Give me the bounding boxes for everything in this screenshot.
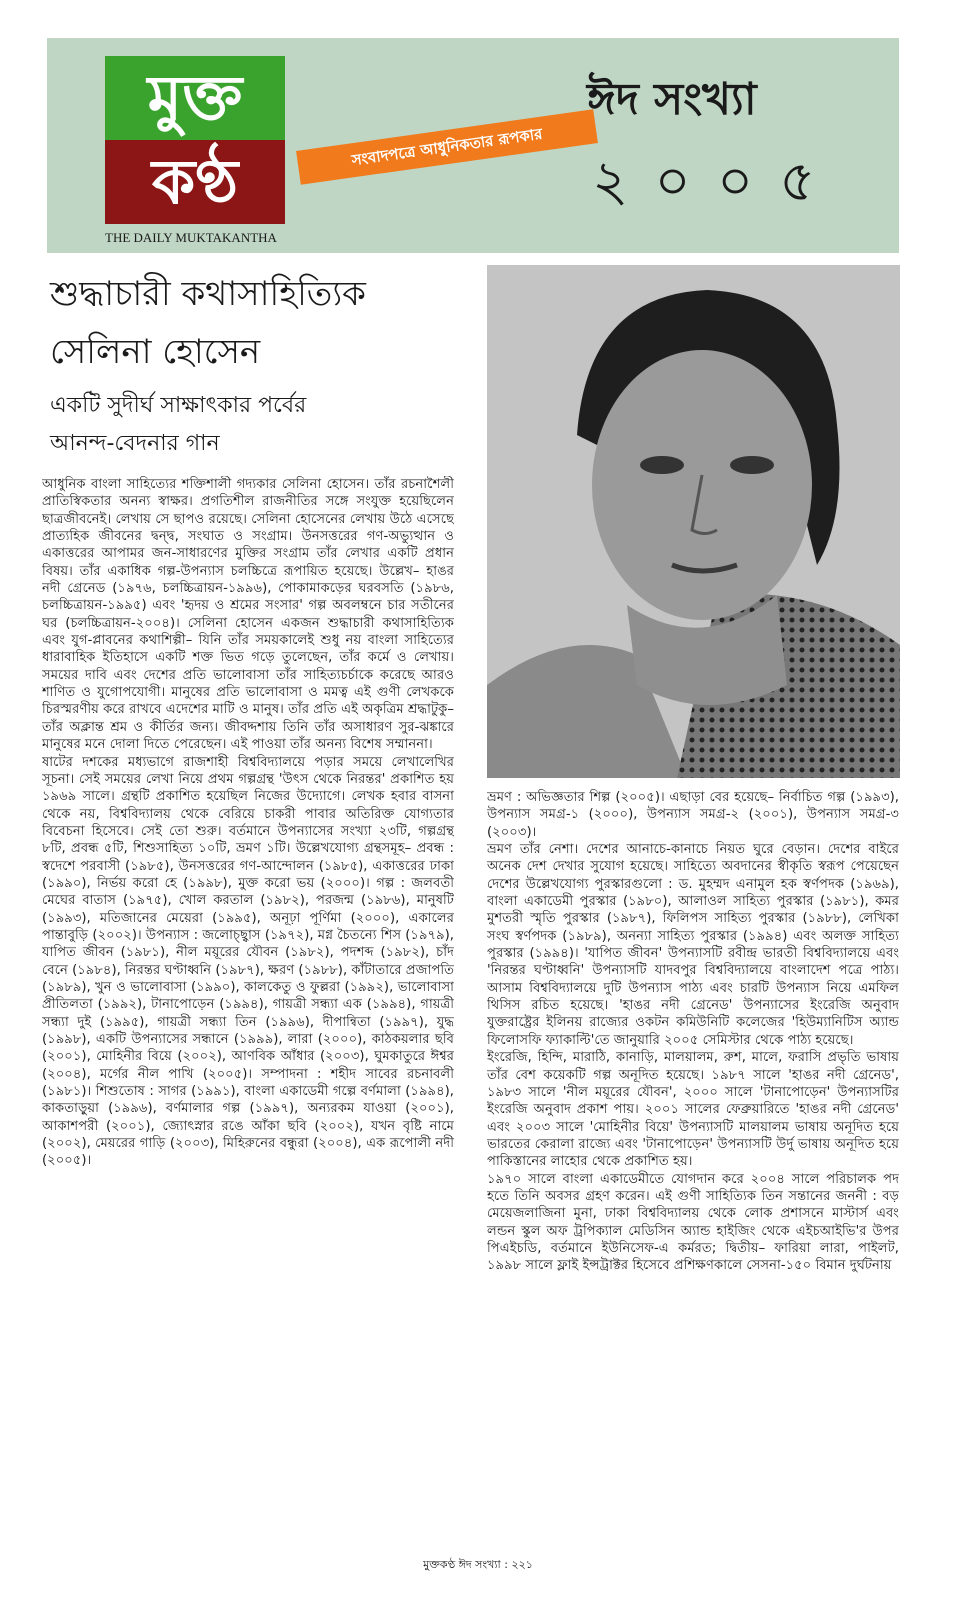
left-column (42, 476, 454, 1518)
newspaper-logo (105, 56, 285, 224)
article-subtitle-line1: একটি সুদীর্ঘ সাক্ষাৎকার পর্বের (50, 393, 307, 418)
issue-title: ঈদ সংখ্যা (587, 74, 757, 125)
page-footer: মুক্তকণ্ঠ ঈদ সংখ্যা : ২২১ (423, 1558, 533, 1571)
author-portrait (487, 265, 900, 778)
logo-top-text: মুক্ত (147, 61, 243, 134)
logo-bottom-text: কণ্ঠ (151, 145, 239, 218)
paragraph: ১৯৭০ সালে বাংলা একাডেমীতে যোগদান করে ২০০৪ সালে পরিচালক পদ হতে তিনি অবসর গ্রহণ করেন। এই গুণী সাহিত্যিক তিন সন্তানের জননী : বড় মেয়েজলাজিনা মুনা, ঢাকা বিশ্ববিদ্যালয় থেকে লোক প্রশাসনে মাস্টার্স এবং লন্ডন স্কুল অফ ট্রপিক্যাল মেডিসিন অ্যান্ড হাইজিং থেকে এইচআইভি'র উপর পিএইচডি, বর্তমানে ইউনিসেফ-এ কর্মরত; দ্বিতীয়– ফারিয়া লারা, পাইলট, ১৯৯৮ সালে ফ্লাই ইন্সট্রাক্টর হিসেবে প্রশিক্ষণকালে সেসনা-১৫০ বিমান দুর্ঘটনায় (487, 1171, 899, 1274)
right-column (487, 789, 899, 1518)
masthead (47, 38, 899, 253)
paragraph: ইংরেজি, হিন্দি, মারাঠি, কানাড়ি, মালয়ালম, রুশ, মালে, ফরাসি প্রভৃতি ভাষায় তাঁর বেশ কয়েকটি গল্প অনূদিত হয়েছে। ১৯৮৭ সালে 'হাঙর নদী গ্রেনেড', ১৯৮৩ সালে 'নীল ময়ূরের যৌবন', ২০০০ সালে 'টানাপোড়েন' উপন্যাসটির ইংরেজি অনুবাদ প্রকাশ পায়। ২০০১ সালের ফেব্রুয়ারিতে 'হাঙর নদী গ্রেনেড' এবং ২০০৩ সালে 'মোহিনীর বিয়ে' উপন্যাসটি মালয়ালম ভাষায় অনূদিত হয়ে ভারতের কেরালা রাজ্যে এবং 'টানাপোড়েন' উপন্যাসটি উর্দু ভাষায় অনূদিত হয়ে পাকিস্তানের লাহোর থেকে প্রকাশিত হয়। (487, 1050, 899, 1170)
paragraph: ভ্রমণ তাঁর নেশা। দেশের আনাচে-কানাচে নিয়ত ঘুরে বেড়ান। দেশের বাইরে অনেক দেশ দেখার সুযোগ হয়েছে। সাহিত্যে অবদানের স্বীকৃতি স্বরূপ পেয়েছেন দেশের উল্লেখযোগ্য পুরস্কারগুলো : ড. মুহম্মদ এনামুল হক স্বর্ণপদক (১৯৬৯), বাংলা একাডেমী পুরস্কার (১৯৮০), আলাওল সাহিত্য পুরস্কার (১৯৮১), কমর মুশতরী স্মৃতি পুরস্কার (১৯৮৭), ফিলিপস সাহিত্য পুরস্কার (১৯৮৮), লেখিকা সংঘ স্বর্ণপদক (১৯৮৯), অনন্যা সাহিত্য পুরস্কার (১৯৯৪) এবং অলক্ত সাহিত্য পুরস্কার (১৯৯৪)। 'যাপিত জীবন' উপন্যাসটি রবীন্দ্র ভারতী বিশ্ববিদ্যালয়ে এবং 'নিরন্তর ঘণ্টাধ্বনি' উপন্যাসটি যাদবপুর বিশ্ববিদ্যালয়ে বাংলাদেশ পত্রে পাঠ্য। আসাম বিশ্ববিদ্যালয়ে দুটি উপন্যাস পাঠ্য এবং চারটি উপন্যাস নিয়ে এমফিল থিসিস রচিত হয়েছে। 'হাঙর নদী গ্রেনেড' উপন্যাসের ইংরেজি অনুবাদ যুক্তরাষ্ট্রের ইলিনয় রাজ্যের ওকটন কমিউনিটি কলেজের 'হিউম্যানিটিস অ্যান্ড ফিলোসফি ফ্যাকাল্টি'তে জানুয়ারি ২০০৫ সেমিস্টার থেকে পাঠ্য হয়েছে। (487, 842, 899, 1048)
issue-year: ২০০৫ (592, 149, 842, 214)
article-title-line2: সেলিনা হোসেন (50, 332, 261, 372)
english-name: THE DAILY MUKTAKANTHA (105, 230, 277, 245)
paragraph: আধুনিক বাংলা সাহিত্যের শক্তিশালী গদ্যকার সেলিনা হোসেন। তাঁর রচনাশৈলী প্রাতিস্বিকতার অনন্য স্বাক্ষর। প্রগতিশীল রাজনীতির সঙ্গে সংযুক্ত হয়েছিলেন ছাত্রজীবনেই। লেখায় সে ছাপও রয়েছে। সেলিনা হোসেনের লেখায় উঠে এসেছে প্রাত্যহিক জীবনের দ্বন্দ্ব, সংঘাত ও সংগ্রাম। উনসত্তরের গণ-অভ্যুত্থান ও একাত্তরের আপামর জন-সাধারণের মুক্তির সংগ্রাম তাঁর লেখার একটি প্রধান বিষয়। তাঁর একাধিক গল্প-উপন্যাস চলচ্চিত্রে রূপায়িত হয়েছে। উল্লেখ– হাঙর নদী গ্রেনেড (১৯৭৬, চলচ্চিত্রায়ন-১৯৯৬), পোকামাকড়ের ঘরবসতি (১৯৮৬, চলচ্চিত্রায়ন-১৯৯৫) এবং 'হৃদয় ও শ্রমের সংসার' গল্প অবলম্বনে চার সতীনের ঘর (চলচ্চিত্রায়ন-২০০৪)। সেলিনা হোসেন একজন শুদ্ধাচারী কথাসাহিত্যিক এবং যুগ-প্লাবনের কথাশিল্পী– যিনি তাঁর সময়কালেই শুধু নয় বাংলা সাহিত্যের ধারাবাহিক ইতিহাসে একটি শক্ত ভিত গড়ে তুলেছেন, তাঁর কর্মে ও লেখায়। সময়ের দাবি এবং দেশের প্রতি ভালোবাসা তাঁর সাহিত্যচর্চাকে করেছে আরও শাণিত ও যুগোপযোগী। মানুষের প্রতি ভালোবাসা ও মমত্ব এই গুণী লেখককে চিরস্মরণীয় করে রাখবে এদেশের মাটি ও মানুষ। তাঁর প্রতি এই অকৃত্রিম শ্রদ্ধাটুকু– তাঁর অক্লান্ত শ্রম ও কীর্তির জন্য। জীবদ্দশায় তিনি তাঁর অসাধারণ সুর-ঝঙ্কারে মানুষের মনে দোলা দিতে পেরেছেন। এই পাওয়া তাঁর অনন্য বিশেষ সম্মাননা। (42, 477, 454, 753)
article-title-line1: শুদ্ধাচারী কথাসাহিত্যিক (50, 274, 366, 314)
paragraph: ভ্রমণ : অভিজ্ঞতার শিল্প (২০০৫)। এছাড়া বের হয়েছে– নির্বাচিত গল্প (১৯৯৩), উপন্যাস সমগ্র-১ (২০০০), উপন্যাস সমগ্র-২ (২০০১), উপন্যাস সমগ্র-৩ (২০০৩)। (487, 790, 899, 840)
paragraph: ষাটের দশকের মধ্যভাগে রাজশাহী বিশ্ববিদ্যালয়ে পড়ার সময়ে লেখালেখির সূচনা। সেই সময়ের লেখা নিয়ে প্রথম গল্পগ্রন্থ 'উৎস থেকে নিরন্তর' প্রকাশিত হয় ১৯৬৯ সালে। গ্রন্থটি প্রকাশিত হয়েছিল নিজের উদ্যোগে। লেখক হবার বাসনা থেকে নয়, বিশ্ববিদ্যালয় থেকে বেরিয়ে চাকরী পাবার অতিরিক্ত যোগ্যতার বিবেচনা হিসেবে। সেই তো শুরু। বর্তমানে উপন্যাসের সংখ্যা ২৩টি, গল্পগ্রন্থ ৮টি, প্রবন্ধ ৫টি, শিশুসাহিত্য ১০টি, ভ্রমণ ১টি। উল্লেখযোগ্য গ্রন্থসমূহ– প্রবন্ধ : স্বদেশে পরবাসী (১৯৮৫), উনসত্তরের গণ-আন্দোলন (১৯৮৫), একাত্তরের ঢাকা (১৯৯০), নির্ভয় করো হে (১৯৯৮), মুক্ত করো ভয় (২০০০)। গল্প : জলবতী মেঘের বাতাস (১৯৭৫), খোল করতাল (১৯৮২), পরজন্ম (১৯৮৬), মানুষটি (১৯৯৩), মতিজানের মেয়েরা (১৯৯৫), অনূঢ়া পূর্ণিমা (২০০০), একালের পান্তাবুড়ি (২০০২)। উপন্যাস : জলোচ্ছ্বাস (১৯৭২), মগ্ন চৈতন্যে শিস (১৯৭৯), যাপিত জীবন (১৯৮১), নীল ময়ূরের যৌবন (১৯৮২), পদশব্দ (১৯৮২), চাঁদ বেনে (১৯৮৪), নিরন্তর ঘণ্টাধ্বনি (১৯৮৭), ক্ষরণ (১৯৮৮), কাঁটাতারে প্রজাপতি (১৯৮৯), খুন ও ভালোবাসা (১৯৯০), কালকেতু ও ফুল্লরা (১৯৯২), ভালোবাসা প্রীতিলতা (১৯৯২), টানাপোড়েন (১৯৯৪), গায়ত্রী সন্ধ্যা এক (১৯৯৪), গায়ত্রী সন্ধ্যা দুই (১৯৯৫), গায়ত্রী সন্ধ্যা তিন (১৯৯৬), দীপান্বিতা (১৯৯৭), যুদ্ধ (১৯৯৮), একটি উপন্যাসের সন্ধানে (১৯৯৯), লারা (২০০০), কাঠকয়লার ছবি (২০০১), মোহিনীর বিয়ে (২০০২), আণবিক আঁধার (২০০৩), ঘুমকাতুরে ঈশ্বর (২০০৪), মর্গের নীল পাখি (২০০৫)। সম্পাদনা : শহীদ সাবের রচনাবলী (১৯৮১)। শিশুতোষ : সাগর (১৯৯১), বাংলা একাডেমী গল্পে বর্ণমালা (১৯৯৪), কাকতাড়ুয়া (১৯৯৬), বর্ণমালার গল্প (১৯৯৭), অন্যরকম যাওয়া (২০০১), আকাশপরী (২০০১), জ্যোৎস্নার রঙে আঁকা ছবি (২০০২), যখন বৃষ্টি নামে (২০০২), মেয়রের গাড়ি (২০০৩), মিহিরুনের বন্ধুরা (২০০৪), এক রূপোলী নদী (২০০৫)। (42, 754, 454, 1169)
tagline-ribbon: সংবাদপত্রে আধুনিকতার রূপকার (296, 109, 598, 184)
article-subtitle-line2: আনন্দ-বেদনার গান (50, 431, 220, 456)
